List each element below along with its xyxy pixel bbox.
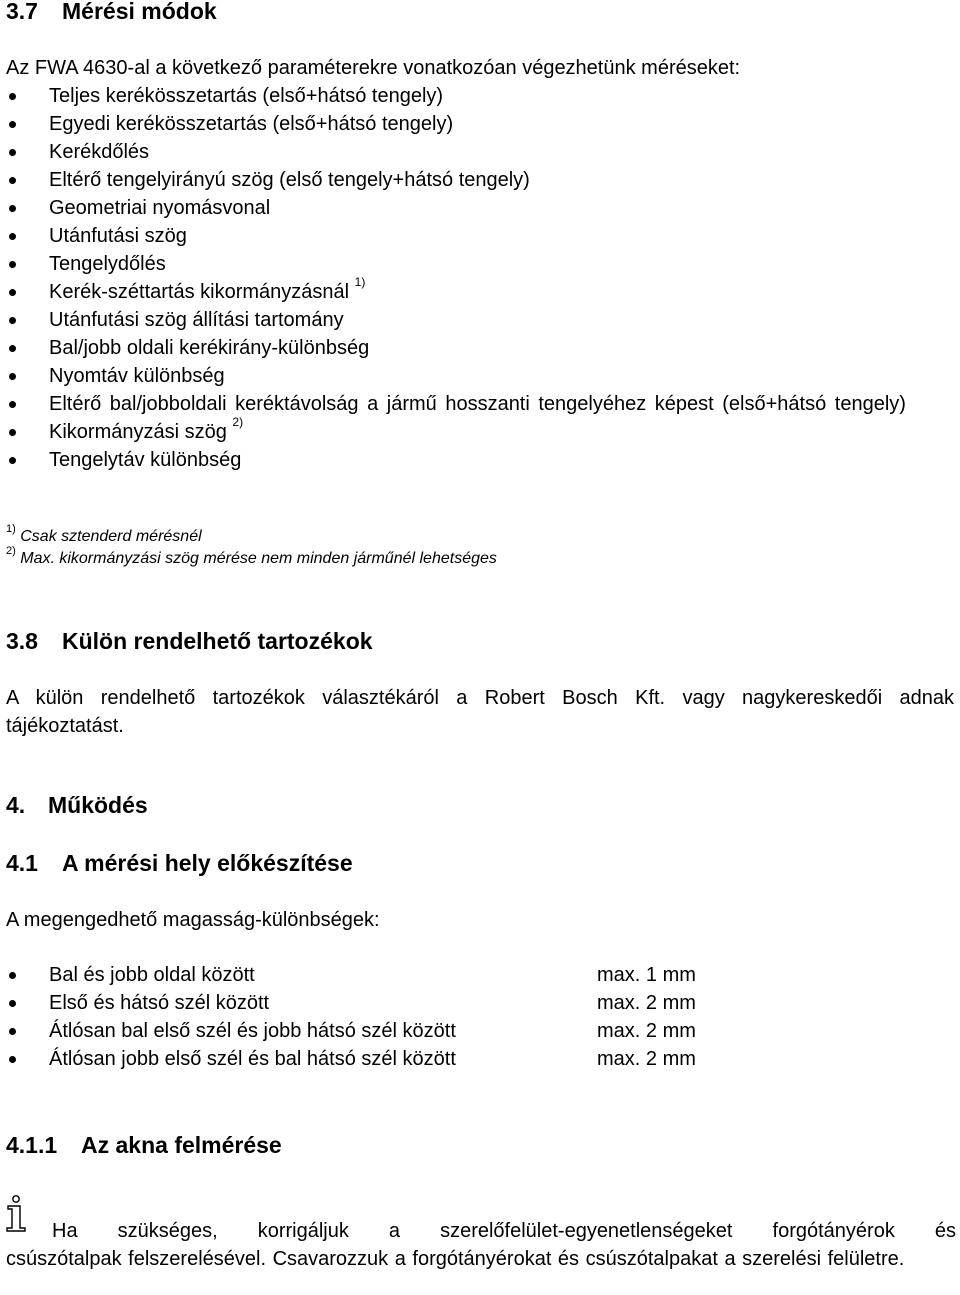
- list-item: [0, 138, 960, 166]
- tolerance-row: [0, 1017, 960, 1045]
- section-3-8-heading: [6, 627, 373, 655]
- tolerance-value: max. 2 mm: [597, 1048, 696, 1070]
- list-item-text: Utánfutási szög állítási tartomány: [49, 309, 344, 331]
- bullet-icon: [9, 121, 16, 128]
- section-4-1-intro: A megengedhető magasság-különbségek:: [6, 909, 380, 931]
- tolerance-label: Bal és jobb oldal között: [49, 964, 255, 986]
- list-item: [0, 362, 960, 390]
- bullet-icon: [9, 177, 16, 184]
- section-3-8-body: A külön rendelhető tartozékok választékáról a Robert Bosch Kft. vagy nagykereskedői adnak tájékoztatást.: [6, 687, 954, 737]
- bullet-icon: [9, 429, 16, 436]
- info-icon: [4, 1195, 28, 1233]
- tolerance-value: max. 2 mm: [597, 992, 696, 1014]
- section-number: 3.7: [6, 0, 38, 24]
- list-item: [0, 250, 960, 278]
- tolerance-row: [0, 961, 960, 989]
- list-item: [0, 194, 960, 222]
- bullet-icon: [9, 93, 16, 100]
- bullet-icon: [9, 205, 16, 212]
- bullet-icon: [9, 345, 16, 352]
- list-item: [0, 306, 960, 334]
- bullet-icon: [9, 149, 16, 156]
- list-item: [0, 275, 960, 306]
- list-item: [0, 446, 960, 474]
- section-4-1-1-heading: [6, 1131, 282, 1159]
- list-item-text: Kerék-széttartás kikormányzásnál: [49, 281, 350, 303]
- section-title: Az akna felmérése: [81, 1132, 282, 1158]
- bullet-icon: [9, 1056, 16, 1063]
- section-title: Külön rendelhető tartozékok: [62, 628, 373, 654]
- list-item-text: Tengelytáv különbség: [49, 449, 242, 471]
- list-item: [0, 334, 960, 362]
- tolerance-label: Első és hátsó szél között: [49, 992, 270, 1014]
- bullet-icon: [9, 1028, 16, 1035]
- section-title: A mérési hely előkészítése: [62, 850, 353, 876]
- list-item-text: Kerékdőlés: [49, 141, 150, 163]
- section-number: 4.1: [6, 850, 38, 876]
- footnote-mark: 1): [6, 522, 16, 535]
- footnote-1: [6, 522, 202, 548]
- tolerance-row: [0, 1045, 960, 1073]
- list-item-text: Egyedi kerékösszetartás (első+hátsó tengely): [49, 113, 454, 135]
- list-item-text: Eltérő bal/jobboldali keréktávolság a jármű hosszanti tengelyéhez képest (első+hátsó tengely): [49, 393, 906, 415]
- section-number: 3.8: [6, 628, 38, 654]
- bullet-icon: [9, 1000, 16, 1007]
- bullet-icon: [9, 457, 16, 464]
- list-item-text: Tengelydőlés: [49, 253, 166, 275]
- tolerance-row: [0, 989, 960, 1017]
- note-first-line: Ha szükséges, korrigáljuk a szerelőfelület-egyenetlenségeket forgótányérok és: [52, 1220, 956, 1242]
- list-item-text: Geometriai nyomásvonal: [49, 197, 271, 219]
- list-item: [0, 82, 960, 110]
- list-item-text: Utánfutási szög: [49, 225, 187, 247]
- section-number: 4.: [6, 792, 26, 818]
- section-4-heading: [6, 791, 148, 819]
- bullet-icon: [9, 401, 16, 408]
- list-item: [0, 415, 960, 446]
- tolerance-value: max. 1 mm: [597, 964, 696, 986]
- footnote-ref: 2): [232, 415, 244, 430]
- footnote-2: [6, 544, 497, 570]
- measurement-modes-list: [0, 82, 960, 474]
- bullet-icon: [9, 261, 16, 268]
- list-item-text: Eltérő tengelyirányú szög (első tengely+hátsó tengely): [49, 169, 530, 191]
- bullet-icon: [9, 317, 16, 324]
- bullet-icon: [9, 972, 16, 979]
- list-item: [0, 166, 960, 194]
- tolerance-label: Átlósan bal első szél és jobb hátsó szél között: [49, 1020, 456, 1042]
- section-title: Működés: [48, 792, 148, 818]
- list-item-text: Kikormányzási szög: [49, 421, 227, 443]
- section-4-1-heading: [6, 849, 353, 877]
- list-item: [0, 110, 960, 138]
- section-3-7-intro: Az FWA 4630-al a következő paraméterekre vonatkozóan végezhetünk méréseket:: [6, 57, 741, 79]
- bullet-icon: [9, 289, 16, 296]
- list-item-text: Teljes kerékösszetartás (első+hátsó tengely): [49, 85, 444, 107]
- list-item-text: Nyomtáv különbség: [49, 365, 225, 387]
- footnote-text: Max. kikormányzási szög mérése nem minden járműnél lehetséges: [20, 550, 497, 567]
- tolerance-label: Átlósan jobb első szél és bal hátsó szél között: [49, 1048, 456, 1070]
- list-item-text: Bal/jobb oldali kerékirány-különbség: [49, 337, 370, 359]
- list-item: [0, 390, 960, 418]
- list-item: [0, 222, 960, 250]
- footnote-text: Csak sztenderd mérésnél: [20, 528, 202, 545]
- section-number: 4.1.1: [6, 1132, 58, 1158]
- bullet-icon: [9, 233, 16, 240]
- footnote-mark: 2): [6, 544, 16, 557]
- section-3-7-heading: [6, 0, 217, 25]
- height-tolerance-list: [0, 961, 960, 1073]
- note-continuation: csúszótalpak felszerelésével. Csavarozzuk a forgótányérokat és csúszótalpakat a szerelési felületre.: [6, 1248, 905, 1270]
- bullet-icon: [9, 373, 16, 380]
- tolerance-value: max. 2 mm: [597, 1020, 696, 1042]
- section-title: Mérési módok: [62, 0, 217, 24]
- footnote-ref: 1): [354, 275, 366, 290]
